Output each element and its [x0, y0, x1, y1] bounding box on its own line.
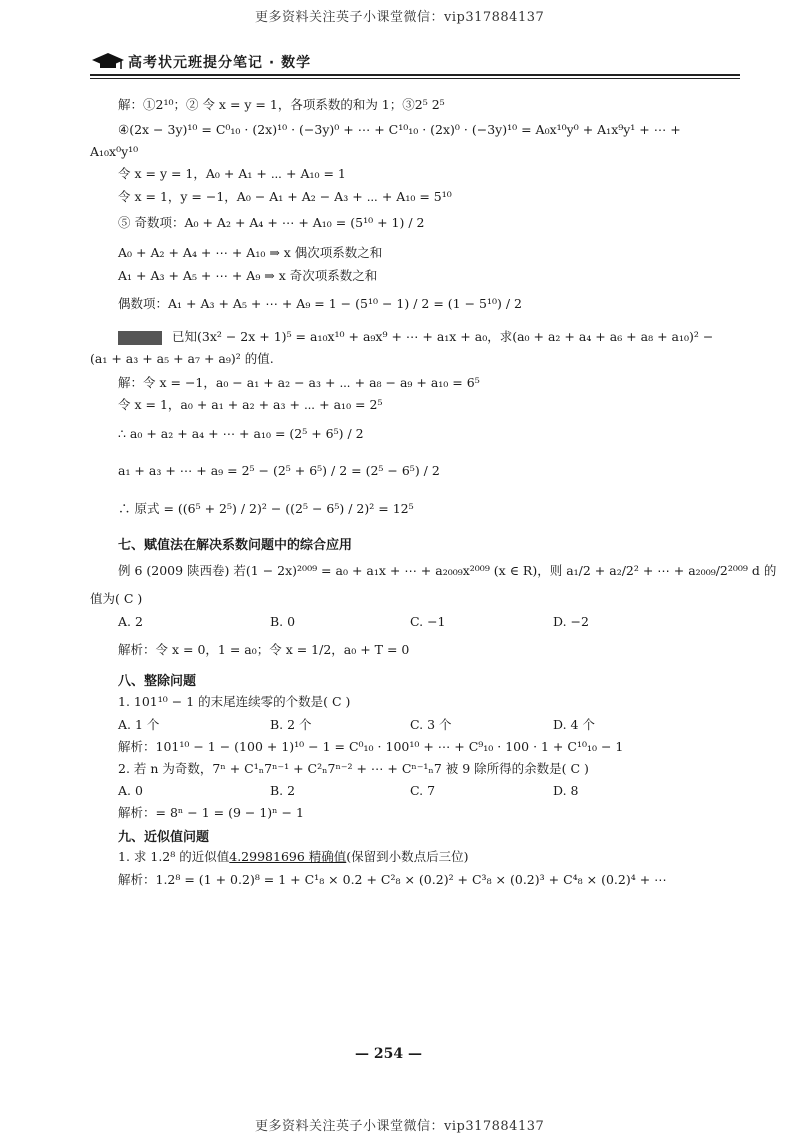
- solution-line-9: 偶数项：A₁ + A₃ + A₅ + ⋯ + A₉ = 1 − (5¹⁰ − 1) / 2 = (1 − 5¹⁰) / 2: [118, 296, 522, 311]
- solution-line-4: 令 x = y = 1，A₀ + A₁ + ⋯ + A₁₀ = 1: [118, 166, 346, 181]
- exact-value-underlined: 4.29981696 精确值: [229, 849, 347, 864]
- q2-option-d: D. 8: [553, 783, 579, 798]
- header-title: 高考状元班提分笔记 · 数学: [128, 55, 312, 71]
- solution-line-3: A₁₀x⁰y¹⁰: [90, 144, 139, 159]
- q1-option-c: C. 3 个: [410, 717, 452, 732]
- practice-solution-line-4: a₁ + a₃ + ⋯ + a₉ = 2⁵ − (2⁵ + 6⁵) / 2 = (2⁵ − 6⁵) / 2: [118, 463, 440, 478]
- q1-solution: 解析：101¹⁰ − 1 − (100 + 1)¹⁰ − 1 = C⁰₁₀ · 100¹⁰ + ⋯ + C⁹₁₀ · 100 · 1 + C¹⁰₁₀ − 1: [118, 739, 624, 754]
- q2-option-a: A. 0: [118, 783, 143, 798]
- q1-option-a: A. 1 个: [118, 717, 160, 732]
- practice-question-line-2: (a₁ + a₃ + a₅ + a₇ + a₉)² 的值.: [90, 351, 274, 366]
- solution-line-6: ⑤ 奇数项：A₀ + A₂ + A₄ + ⋯ + A₁₀ = (5¹⁰ + 1) / 2: [118, 215, 425, 230]
- practice-solution-line-5: ∴ 原式 = ((6⁵ + 2⁵) / 2)² − ((2⁵ − 6⁵) / 2)² = 12⁵: [118, 501, 414, 516]
- approximation-solution: 解析：1.2⁸ = (1 + 0.2)⁸ = 1 + C¹₈ × 0.2 + C²₈ × (0.2)² + C³₈ × (0.2)³ + C⁴₈ × (0.2)⁴ + ⋯: [118, 872, 667, 887]
- example-6-line-2: 值为( C ): [90, 591, 143, 606]
- solution-line-7: A₀ + A₂ + A₄ + ⋯ + A₁₀ ⇒ x 偶次项系数之和: [118, 245, 383, 260]
- q2-option-b: B. 2: [270, 783, 296, 798]
- q1-option-d: D. 4 个: [553, 717, 595, 732]
- graduation-cap-icon: [88, 50, 128, 72]
- practice-solution-line-1: 解：令 x = −1，a₀ − a₁ + a₂ − a₃ + ⋯ + a₈ − a₉ + a₁₀ = 6⁵: [118, 375, 480, 390]
- section-heading-9: 九、近似值问题: [118, 830, 210, 845]
- practice-solution-line-3: ∴ a₀ + a₂ + a₄ + ⋯ + a₁₀ = (2⁵ + 6⁵) / 2: [118, 426, 364, 441]
- solution-line-5: 令 x = 1，y = −1，A₀ − A₁ + A₂ − A₃ + ⋯ + A₁₀ = 5¹⁰: [118, 189, 452, 204]
- section-heading-8: 八、整除问题: [118, 674, 197, 689]
- header-rule-thin: [90, 78, 740, 79]
- solution-line-8: A₁ + A₃ + A₅ + ⋯ + A₉ ⇒ x 奇次项系数之和: [118, 268, 378, 283]
- example-6-option-d: D. −2: [553, 614, 589, 629]
- bottom-watermark: 更多资料关注英子小课堂微信：vip317884137: [255, 1119, 545, 1134]
- approximation-question: 1. 求 1.2⁸ 的近似值4.29981696 精确值(保留到小数点后三位): [118, 849, 469, 864]
- top-watermark: 更多资料关注英子小课堂微信：vip317884137: [255, 10, 545, 25]
- practice-tag: [118, 331, 162, 345]
- q1-option-b: B. 2 个: [270, 717, 312, 732]
- practice-question-line-1: 已知(3x² − 2x + 1)⁵ = a₁₀x¹⁰ + a₉x⁹ + ⋯ + a₁x + a₀，求(a₀ + a₂ + a₄ + a₆ + a₈ + a₁₀)² −: [118, 328, 713, 346]
- example-6-option-b: B. 0: [270, 614, 296, 629]
- page-number: — 254 —: [355, 1046, 422, 1062]
- divisibility-question-1: 1. 101¹⁰ − 1 的末尾连续零的个数是( C ): [118, 694, 351, 709]
- solution-line-1: 解：①2¹⁰；② 令 x = y = 1，各项系数的和为 1；③2⁵ 2⁵: [118, 97, 445, 112]
- divisibility-question-2: 2. 若 n 为奇数，7ⁿ + C¹ₙ7ⁿ⁻¹ + C²ₙ7ⁿ⁻² + ⋯ + Cⁿ⁻¹ₙ7 被 9 除所得的余数是( C ): [118, 761, 589, 776]
- q2-option-c: C. 7: [410, 783, 436, 798]
- solution-line-2: ④(2x − 3y)¹⁰ = C⁰₁₀ · (2x)¹⁰ · (−3y)⁰ + ⋯ + C¹⁰₁₀ · (2x)⁰ · (−3y)¹⁰ = A₀x¹⁰y⁰ + A₁x⁹y¹ + ⋯ +: [118, 122, 681, 137]
- q2-solution: 解析：= 8ⁿ − 1 = (9 − 1)ⁿ − 1: [118, 805, 304, 820]
- header-rule: [90, 74, 740, 76]
- example-6-solution: 解析：令 x = 0，1 = a₀；令 x = 1/2，a₀ + T = 0: [118, 642, 410, 657]
- practice-solution-line-2: 令 x = 1，a₀ + a₁ + a₂ + a₃ + ⋯ + a₁₀ = 2⁵: [118, 397, 383, 412]
- example-6-option-c: C. −1: [410, 614, 446, 629]
- example-6-option-a: A. 2: [118, 614, 143, 629]
- section-heading-7: 七、赋值法在解决系数问题中的综合应用: [118, 538, 353, 553]
- example-6-line-1: 例 6 (2009 陕西卷) 若(1 − 2x)²⁰⁰⁹ = a₀ + a₁x + ⋯ + a₂₀₀₉x²⁰⁰⁹ (x ∈ R)，则 a₁/2 + a₂/2² + ⋯ + a₂₀₀₉/2²⁰⁰⁹ d 的: [118, 563, 777, 578]
